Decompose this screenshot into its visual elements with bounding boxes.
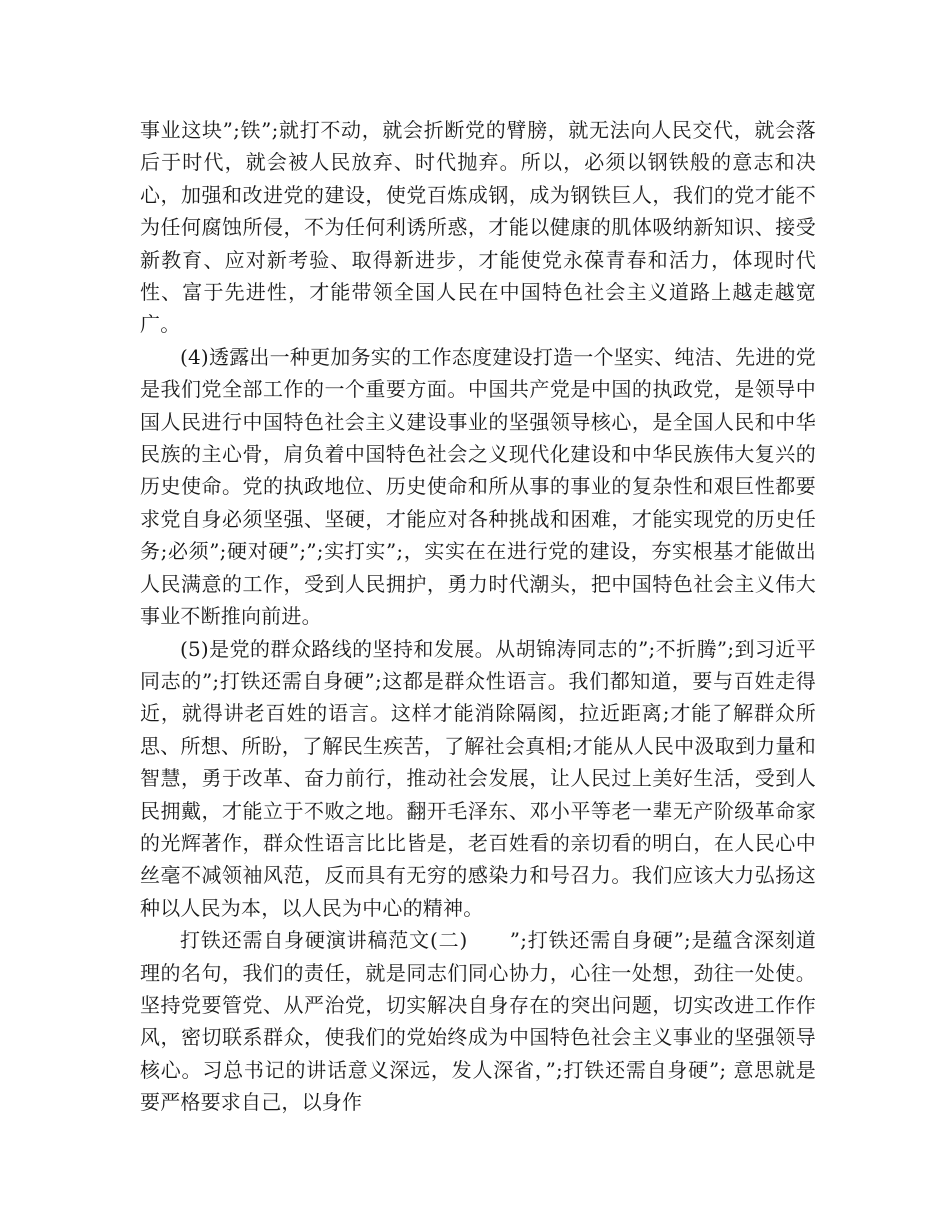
paragraph-2: (4)透露出一种更加务实的工作态度建设打造一个坚实、纯洁、先进的党是我们党全部工作的一个重要方面。中国共产党是中国的执政党，是领导中国人民进行中国特色社会主义建设事业的坚强领导核心，是全国人民和中华民族的主心骨，肩负着中国特色社会之义现代化建设和中华民族伟大复兴的历史使命。党的执政地位、历史使命和所从事的事业的复杂性和艰巨性都要求党自身必须坚强、坚硬，才能应对各种挑战和困难，才能实现党的历史任务;必须”;硬对硬”;”;实打实”;，实实在在进行党的建设，夯实根基才能做出人民满意的工作，受到人民拥护，勇力时代潮头，把中国特色社会主义伟大事业不断推向前进。 xyxy=(140,344,816,629)
paragraph-4: 打铁还需自身硬演讲稿范文(二) ”;打铁还需自身硬”;是蕴含深刻道理的名句，我们的责任，就是同志们同心协力，心往一处想，劲往一处使。坚持党要管党、从严治党，切实解决自身存在的突出问题，切实改进工作作风，密切联系群众，使我们的党始终成为中国特色社会主义事业的坚强领导核心。习总书记的讲话意义深远，发人深省，”;打铁还需自身硬”; 意思就是要严格要求自己，以身作 xyxy=(140,928,816,1115)
document-body xyxy=(140,114,816,1119)
paragraph-1: 事业这块”;铁”;就打不动，就会折断党的臂膀，就无法向人民交代，就会落后于时代，就会被人民放弃、时代抛弃。所以，必须以钢铁般的意志和决心，加强和改进党的建设，使党百炼成钢，成为钢铁巨人，我们的党才能不为任何腐蚀所侵，不为任何利诱所惑，才能以健康的肌体吸纳新知识、接受新教育、应对新考验、取得新进步，才能使党永葆青春和活力，体现时代性、富于先进性，才能带领全国人民在中国特色社会主义道路上越走越宽广。 xyxy=(140,118,816,337)
paragraph-3: (5)是党的群众路线的坚持和发展。从胡锦涛同志的”;不折腾”;到习近平同志的”;打铁还需自身硬”;这都是群众性语言。我们都知道，要与百姓走得近，就得讲老百姓的语言。这样才能消除隔阂，拉近距离;才能了解群众所思、所想、所盼，了解民生疾苦，了解社会真相;才能从人民中汲取到力量和智慧，勇于改革、奋力前行，推动社会发展，让人民过上美好生活，受到人民拥戴，才能立于不败之地。翻开毛泽东、邓小平等老一辈无产阶级革命家的光辉著作，群众性语言比比皆是，老百姓看的亲切看的明白，在人民心中丝毫不减领袖风范，反而具有无穷的感染力和号召力。我们应该大力弘扬这种以人民为本，以人民为中心的精神。 xyxy=(140,636,816,920)
